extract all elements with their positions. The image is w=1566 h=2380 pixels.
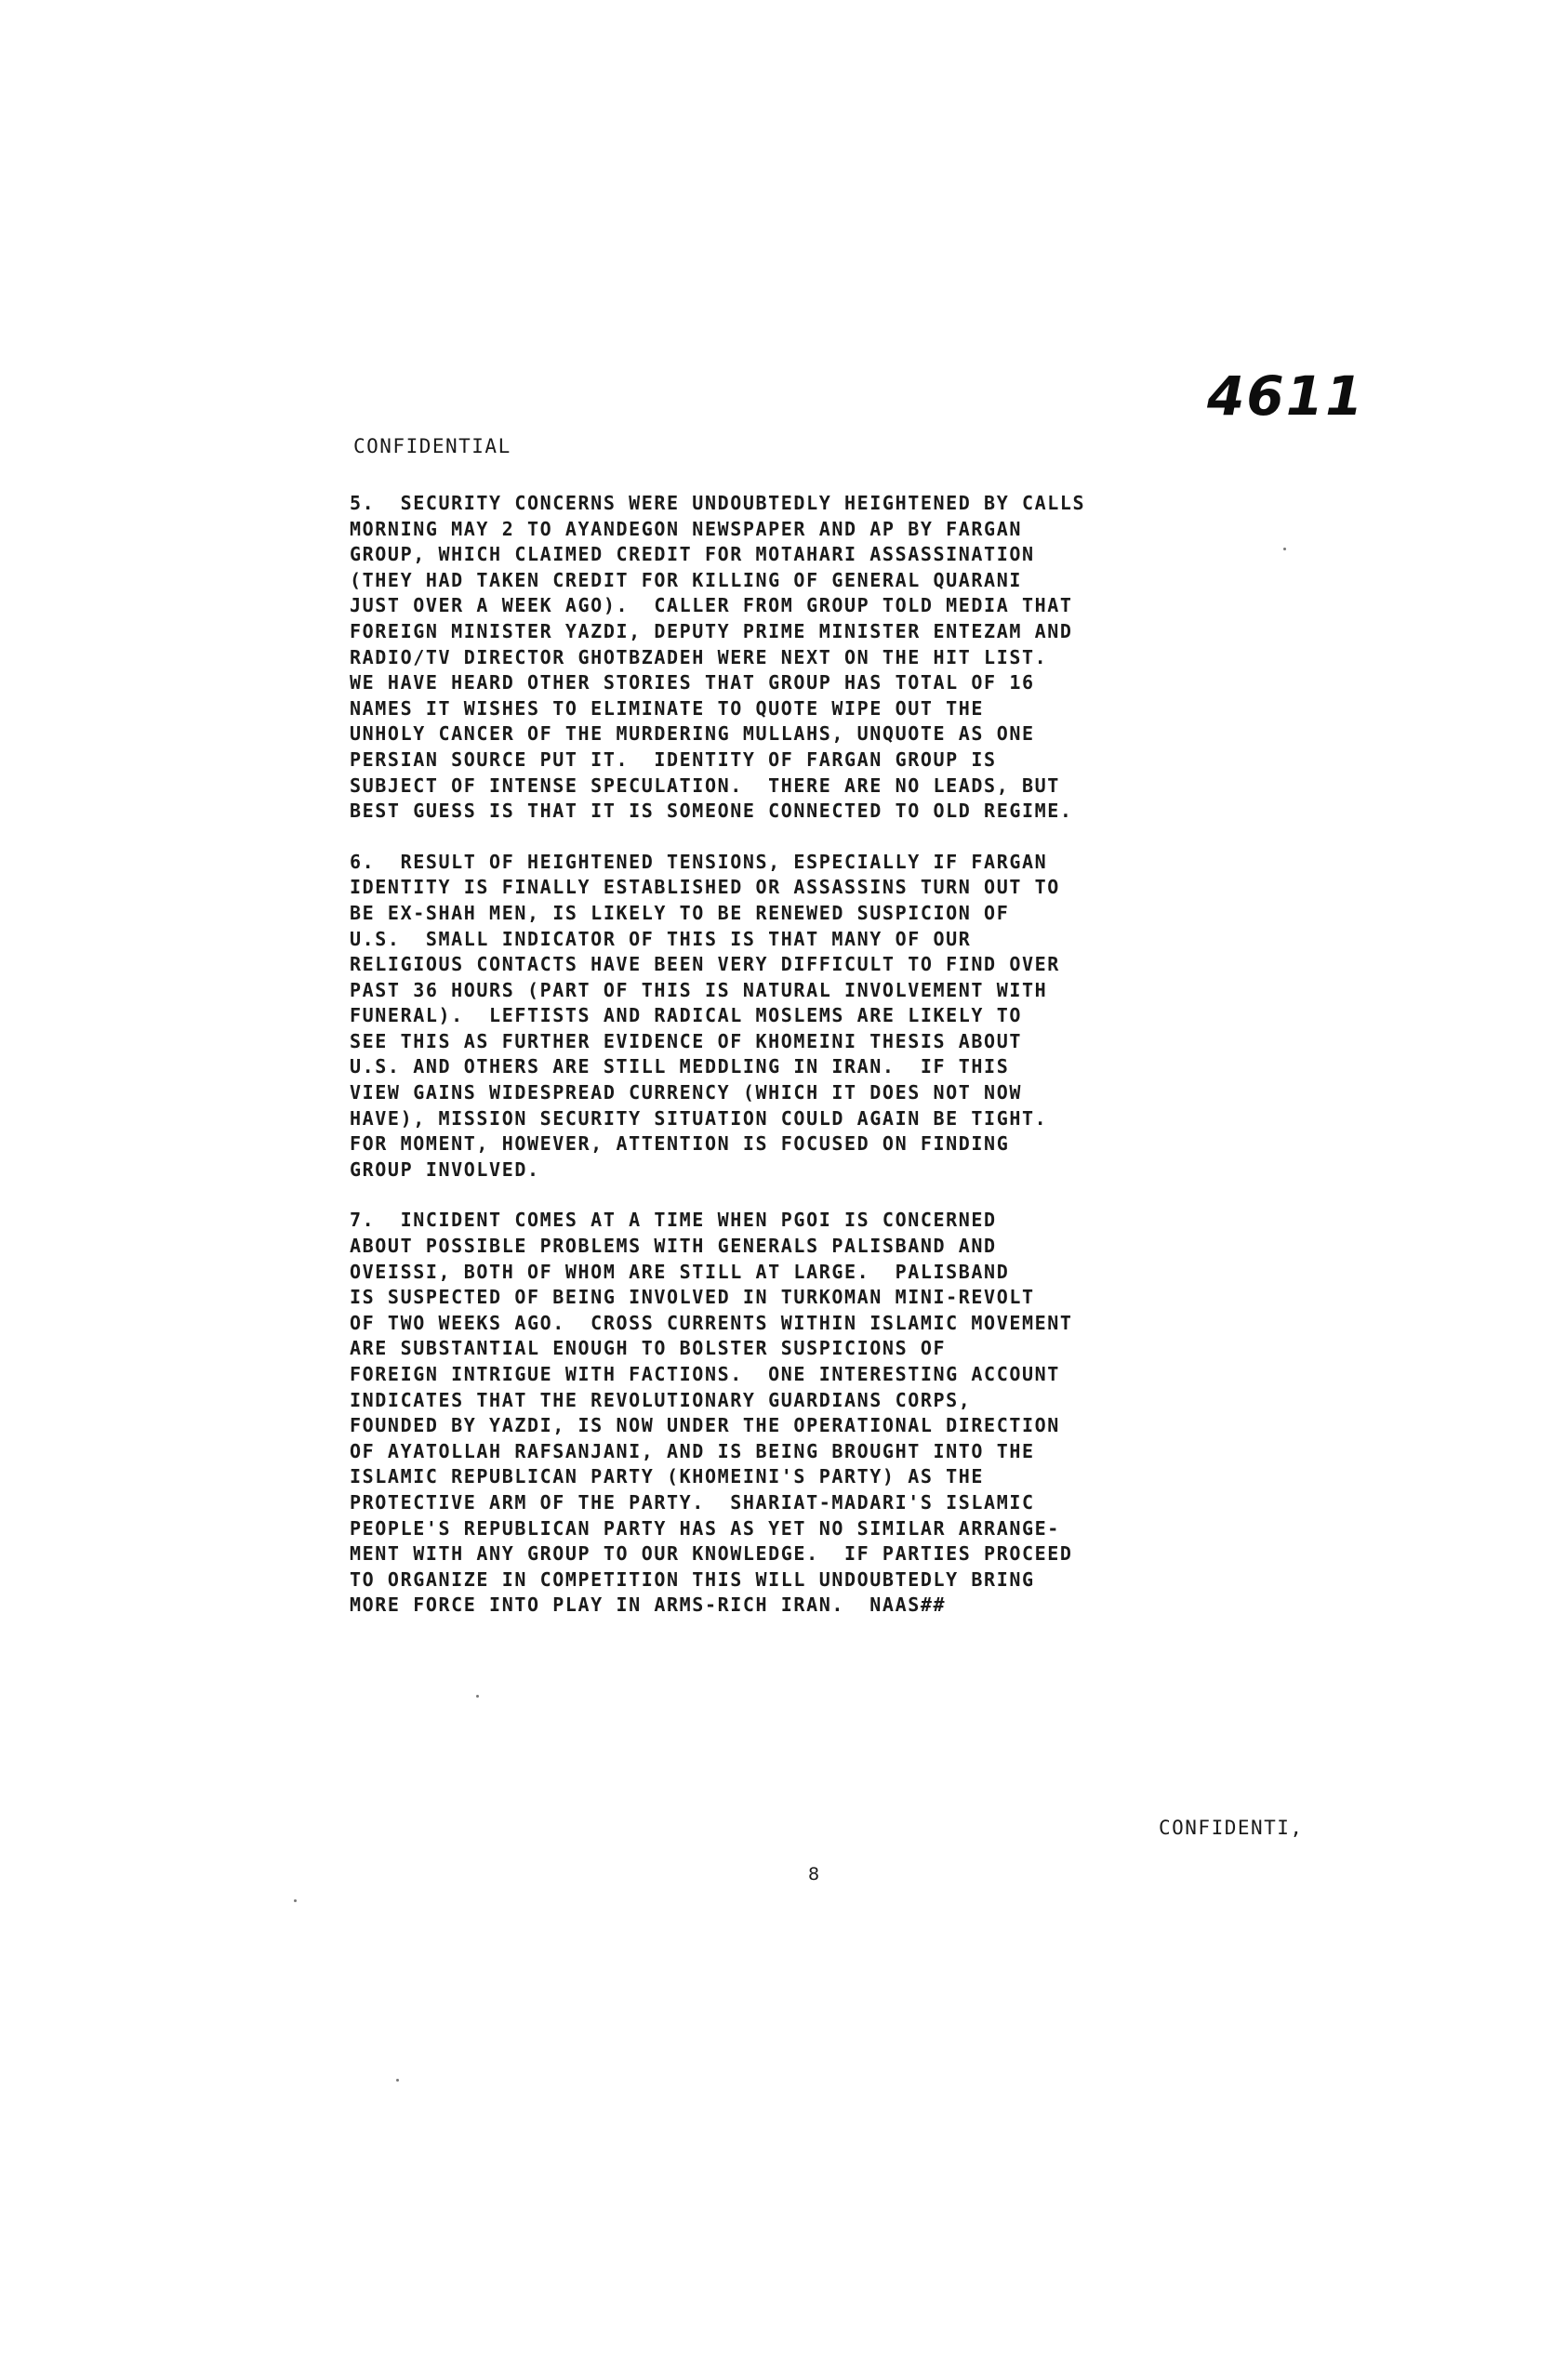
- text-line: U.S. AND OTHERS ARE STILL MEDDLING IN IRAN. IF THIS: [350, 1055, 1010, 1078]
- scan-speck: [294, 1899, 297, 1902]
- text-line: HAVE), MISSION SECURITY SITUATION COULD AGAIN BE TIGHT.: [350, 1106, 1048, 1130]
- text-line: SUBJECT OF INTENSE SPECULATION. THERE ARE NO LEADS, BUT: [350, 774, 1060, 797]
- text-line: RELIGIOUS CONTACTS HAVE BEEN VERY DIFFICULT TO FIND OVER: [350, 953, 1060, 976]
- text-line: GROUP, WHICH CLAIMED CREDIT FOR MOTAHARI ASSASSINATION: [350, 543, 1035, 566]
- text-line: (THEY HAD TAKEN CREDIT FOR KILLING OF GENERAL QUARANI: [350, 568, 1022, 591]
- text-line: TO ORGANIZE IN COMPETITION THIS WILL UNDOUBTEDLY BRING: [350, 1567, 1035, 1591]
- text-line: U.S. SMALL INDICATOR OF THIS IS THAT MANY OF OUR: [350, 927, 972, 950]
- text-line: MENT WITH ANY GROUP TO OUR KNOWLEDGE. IF PARTIES PROCEED: [350, 1542, 1073, 1566]
- text-line: 6. RESULT OF HEIGHTENED TENSIONS, ESPECIALLY IF FARGAN: [350, 850, 1048, 873]
- scan-speck: [396, 2079, 399, 2082]
- text-line: OVEISSI, BOTH OF WHOM ARE STILL AT LARGE. PALISBAND: [350, 1260, 1010, 1283]
- text-line: IDENTITY IS FINALLY ESTABLISHED OR ASSASSINS TURN OUT TO: [350, 876, 1060, 899]
- text-line: INDICATES THAT THE REVOLUTIONARY GUARDIANS CORPS,: [350, 1388, 972, 1411]
- text-line: RADIO/TV DIRECTOR GHOTBZADEH WERE NEXT ON THE HIT LIST.: [350, 645, 1048, 668]
- text-line: FOREIGN INTRIGUE WITH FACTIONS. ONE INTERESTING ACCOUNT: [350, 1363, 1060, 1385]
- text-line: ISLAMIC REPUBLICAN PARTY (KHOMEINI'S PARTY) AS THE: [350, 1465, 985, 1488]
- text-line: PERSIAN SOURCE PUT IT. IDENTITY OF FARGAN GROUP IS: [350, 747, 997, 771]
- text-line: JUST OVER A WEEK AGO). CALLER FROM GROUP TOLD MEDIA THAT: [350, 594, 1073, 617]
- text-line: ARE SUBSTANTIAL ENOUGH TO BOLSTER SUSPICIONS OF: [350, 1337, 947, 1360]
- text-line: IS SUSPECTED OF BEING INVOLVED IN TURKOMAN MINI-REVOLT: [350, 1286, 1035, 1309]
- text-line: SEE THIS AS FURTHER EVIDENCE OF KHOMEINI THESIS ABOUT: [350, 1029, 1022, 1052]
- text-line: FOREIGN MINISTER YAZDI, DEPUTY PRIME MINISTER ENTEZAM AND: [350, 619, 1073, 642]
- text-line: PEOPLE'S REPUBLICAN PARTY HAS AS YET NO SIMILAR ARRANGE-: [350, 1516, 1060, 1540]
- paragraph-5: [350, 491, 1280, 825]
- classification-header: CONFIDENTIAL: [353, 435, 511, 457]
- text-line: UNHOLY CANCER OF THE MURDERING MULLAHS, UNQUOTE AS ONE: [350, 722, 1035, 746]
- text-line: ABOUT POSSIBLE PROBLEMS WITH GENERALS PALISBAND AND: [350, 1235, 997, 1258]
- document-body: [350, 491, 1280, 1644]
- text-line: PROTECTIVE ARM OF THE PARTY. SHARIAT-MADARI'S ISLAMIC: [350, 1490, 1035, 1514]
- text-line: GROUP INVOLVED.: [350, 1157, 540, 1181]
- text-line: OF TWO WEEKS AGO. CROSS CURRENTS WITHIN ISLAMIC MOVEMENT: [350, 1311, 1073, 1334]
- text-line: PAST 36 HOURS (PART OF THIS IS NATURAL INVOLVEMENT WITH: [350, 978, 1048, 1001]
- paragraph-6: [350, 850, 1280, 1183]
- text-line: NAMES IT WISHES TO ELIMINATE TO QUOTE WIPE OUT THE: [350, 696, 985, 720]
- page-number: 8: [808, 1864, 820, 1884]
- text-line: MORE FORCE INTO PLAY IN ARMS-RICH IRAN. NAAS##: [350, 1593, 947, 1617]
- text-line: FOUNDED BY YAZDI, IS NOW UNDER THE OPERATIONAL DIRECTION: [350, 1414, 1060, 1437]
- text-line: BE EX-SHAH MEN, IS LIKELY TO BE RENEWED SUSPICION OF: [350, 901, 1010, 924]
- text-line: FUNERAL). LEFTISTS AND RADICAL MOSLEMS ARE LIKELY TO: [350, 1004, 1022, 1027]
- classification-footer: CONFIDENTI,: [1159, 1817, 1304, 1839]
- scan-speck: [1283, 548, 1286, 550]
- text-line: WE HAVE HEARD OTHER STORIES THAT GROUP HAS TOTAL OF 16: [350, 671, 1035, 694]
- text-line: 5. SECURITY CONCERNS WERE UNDOUBTEDLY HEIGHTENED BY CALLS: [350, 492, 1086, 514]
- paragraph-7: [350, 1208, 1280, 1619]
- text-line: 7. INCIDENT COMES AT A TIME WHEN PGOI IS CONCERNED: [350, 1209, 997, 1232]
- text-line: MORNING MAY 2 TO AYANDEGON NEWSPAPER AND AP BY FARGAN: [350, 517, 1022, 540]
- text-line: BEST GUESS IS THAT IT IS SOMEONE CONNECTED TO OLD REGIME.: [350, 800, 1073, 823]
- text-line: FOR MOMENT, HOWEVER, ATTENTION IS FOCUSED ON FINDING: [350, 1132, 1010, 1156]
- scan-speck: [476, 1695, 479, 1698]
- text-line: OF AYATOLLAH RAFSANJANI, AND IS BEING BROUGHT INTO THE: [350, 1439, 1035, 1462]
- handwritten-document-number: 4611: [1207, 364, 1365, 428]
- text-line: VIEW GAINS WIDESPREAD CURRENCY (WHICH IT DOES NOT NOW: [350, 1081, 1022, 1104]
